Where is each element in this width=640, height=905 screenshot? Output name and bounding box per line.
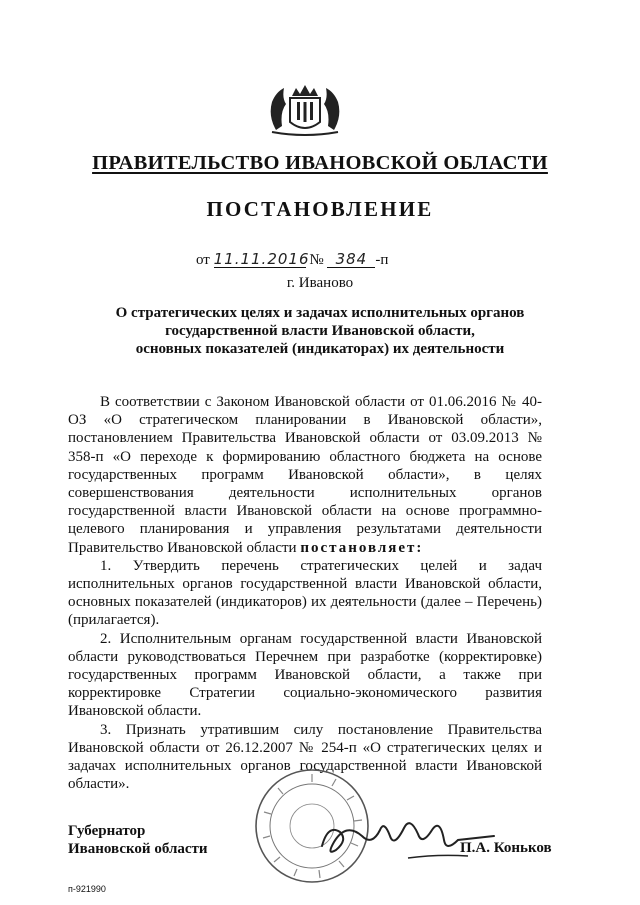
preamble-paragraph <box>68 393 542 557</box>
signatory-title-line: Ивановской области <box>68 841 208 857</box>
handwritten-signature <box>318 806 498 870</box>
resolution-item-1: 1. Утвердить перечень стратегических целей и задач исполнительных органов государственной власти Ивановской области, основных показателей (индикаторов) их деятельности (далее – Перечень) (прилагается). <box>68 557 542 629</box>
subject-line: О стратегических целях и задачах исполнительных органов <box>115 305 525 321</box>
number-suffix: -п <box>375 252 389 268</box>
resolves-word: постановляет: <box>300 539 424 556</box>
handwritten-number: 384 <box>327 251 375 268</box>
resolution-item-2: 2. Исполнительным органам государственной власти Ивановской области руководствоваться Перечнем при разработке (корректировке) государственных программ Ивановской области, а также при корректировке Стратегии социально-экономического развития Ивановской области. <box>68 630 542 720</box>
signatory-title <box>68 822 208 858</box>
subject-line: государственной власти Ивановской области, <box>165 323 475 339</box>
city-line: г. Иваново <box>286 275 354 291</box>
subject-line: основных показателей (индикаторах) их деятельности <box>135 341 505 357</box>
document-subject <box>60 304 580 358</box>
document-type-heading: ПОСТАНОВЛЕНИЕ <box>206 197 434 221</box>
coat-of-arms-emblem <box>262 82 348 136</box>
org-title: ПРАВИТЕЛЬСТВО ИВАНОВСКОЙ ОБЛАСТИ <box>92 152 548 174</box>
document-date-number-line <box>196 251 388 269</box>
handwritten-date: 11.11.2016 <box>213 250 310 268</box>
footer-code: п-921990 <box>68 884 106 894</box>
document-body <box>68 393 542 793</box>
signatory-title-line: Губернатор <box>68 823 146 839</box>
number-sign: № <box>309 252 324 268</box>
signatory-name: П.А. Коньков <box>460 840 552 856</box>
preamble-text: В соответствии с Законом Ивановской области от 01.06.2016 № 40-ОЗ «О стратегическом планировании в Ивановской области», постановлением Правительства Ивановской области от 03.09.2013 № 358-п «О переходе к формированию областного бюджета на основе государственных программ Ивановской области», в целях совершенствования деятельности исполнительных органов государственной власти Ивановской области на основе программно-целевого планирования и управления результатами деятельности Правительство Ивановской области <box>68 394 542 556</box>
resolution-item-3: 3. Признать утратившим силу постановление Правительства Ивановской области от 26.12.2007 № 254-п «О стратегических целях и задачах исполнительных органов государственной власти Ивановской области». <box>68 721 542 793</box>
date-prefix: от <box>196 252 210 268</box>
